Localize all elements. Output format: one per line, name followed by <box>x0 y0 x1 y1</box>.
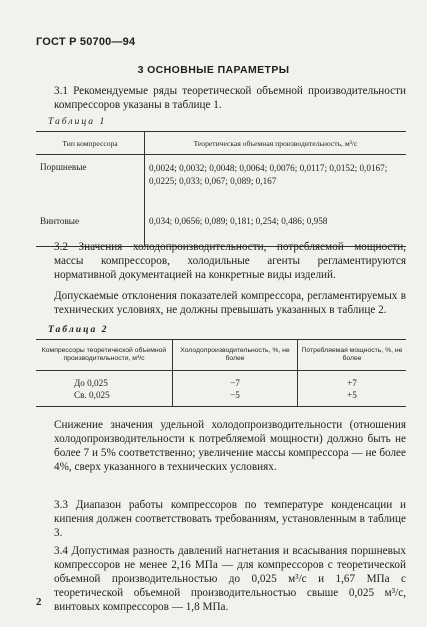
paragraph-3-2: 3.2 Значения холодопроизводительности, потребляемой мощности, массы компрессоров, холодильные агенты регламентируются нормативной документацией на конкретные виды изделий. <box>54 241 406 281</box>
table2-cooling-cell: −7 <box>173 371 298 390</box>
table-row <box>36 155 406 205</box>
paragraph-3-1: 3.1 Рекомендуемые ряды теоретической объемной производительности компрессоров указаны в таблице 1. <box>54 85 406 111</box>
table1-caption: Таблица 1 <box>48 116 107 127</box>
table2-caption: Таблица 2 <box>48 324 109 335</box>
table2-col-range-header: Компрессоры теоретической объемной производительности, м³/с <box>36 340 173 371</box>
table2-range-cell: До 0,025 <box>36 371 173 390</box>
paragraph-3-3: 3.3 Диапазон работы компрессоров по температуре конденсации и кипения должен соответствовать требованиям, установленным в таблице 3. <box>54 499 406 539</box>
table-1 <box>36 131 406 247</box>
paragraph-3-4: 3.4 Допустимая разность давлений нагнетания и всасывания поршневых компрессоров не менее 2,16 МПа — для компрессоров с теоретической объемной производительностью до 0,025 м³/с и 1,67 МПа с теоретической объемной производительностью свыше 0,025 м³/с, винтовых компрессоров — 1,8 МПа. <box>54 545 406 613</box>
table-2 <box>36 339 406 407</box>
table2-range-cell: Св. 0,025 <box>36 389 173 407</box>
table1-type-cell: Винтовые <box>36 204 145 247</box>
table1-values-cell: 0,034; 0,0656; 0,089; 0,181; 0,254; 0,486; 0,958 <box>145 204 407 247</box>
table2-power-cell: +5 <box>298 389 407 407</box>
table2-col-power-header: Потребляемая мощность, %, не более <box>298 340 407 371</box>
paragraph-3-2-deviations: Допускаемые отклонения показателей компрессора, регламентируемых в технических условиях, не должны превышать указанных в таблице 2. <box>54 290 406 316</box>
table1-col-capacity-header: Теоретическая объемная производительность, м³/с <box>145 132 407 155</box>
section-title: 3 ОСНОВНЫЕ ПАРАМЕТРЫ <box>137 64 290 76</box>
document-header: ГОСТ Р 50700—94 <box>36 36 136 48</box>
table1-type-cell: Поршневые <box>36 155 145 205</box>
table-row <box>36 389 406 407</box>
page-number: 2 <box>36 596 42 608</box>
paragraph-reduction: Снижение значения удельной холодопроизводительности (отношения холодопроизводительности к потребляемой мощности) должно быть не более 7 и 5% соответственно; увеличение массы компрессора — не более 4%, сверх указанного в технических условиях. <box>54 419 406 473</box>
table-row <box>36 371 406 390</box>
table2-cooling-cell: −5 <box>173 389 298 407</box>
table2-col-cooling-header: Холодопроизводительность, %, не более <box>173 340 298 371</box>
table1-values-cell: 0,0024; 0,0032; 0,0048; 0,0064; 0,0076; 0,0117; 0,0152; 0,0167; 0,0225; 0,033; 0,067; 0,089; 0,167 <box>149 163 388 186</box>
table2-power-cell: +7 <box>347 378 357 388</box>
table1-col-type-header: Тип компрессора <box>36 132 145 155</box>
